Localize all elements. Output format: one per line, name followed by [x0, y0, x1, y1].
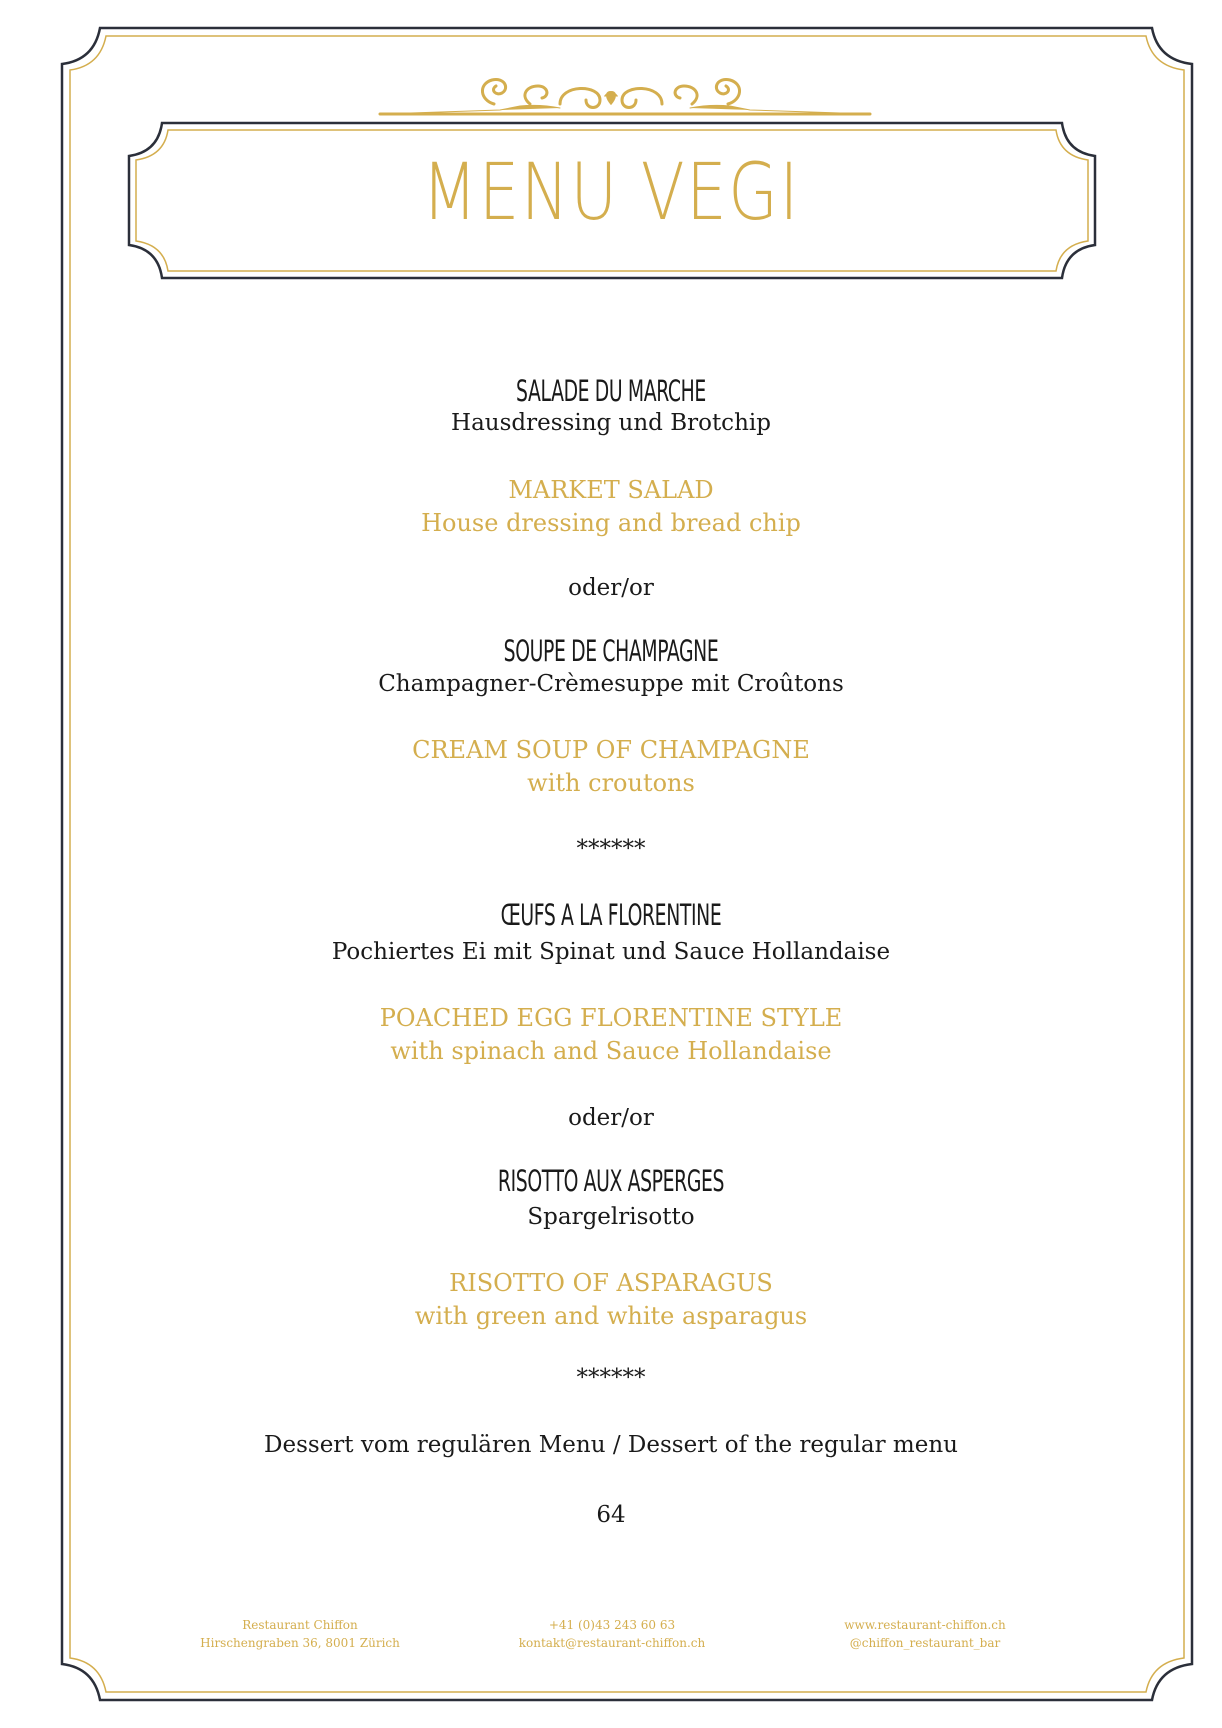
dessert-note: Dessert vom regulären Menu / Dessert of the regular menu	[264, 1432, 958, 1458]
dish-title-en: MARKET SALAD	[508, 476, 714, 504]
course-divider: ******	[576, 836, 646, 862]
dish-heading: SALADE DU MARCHE	[516, 374, 706, 408]
dish-heading: ŒUFS A LA FLORENTINE	[500, 898, 722, 932]
dish-description-de: Hausdressing und Brotchip	[451, 410, 771, 436]
footer-contact	[462, 1616, 762, 1652]
course-divider: ******	[576, 1365, 646, 1391]
footer-email[interactable]: kontakt@restaurant-chiffon.ch	[518, 1636, 706, 1650]
footer-restaurant-name: Restaurant Chiffon	[242, 1618, 358, 1632]
dish-heading: RISOTTO AUX ASPERGES	[497, 1164, 725, 1198]
dish-description-de: Pochiertes Ei mit Spinat und Sauce Hollandaise	[331, 939, 891, 965]
dish-title-en: POACHED EGG FLORENTINE STYLE	[379, 1004, 843, 1032]
ornament	[380, 79, 870, 114]
dish-heading: SOUPE DE CHAMPAGNE	[503, 634, 719, 668]
page-number: 64	[596, 1502, 626, 1528]
dish-description-en: with croutons	[527, 769, 695, 797]
page-title: MENU VEGI	[422, 148, 800, 238]
dish-description-en: House dressing and bread chip	[421, 509, 801, 537]
dish-title-en: CREAM SOUP OF CHAMPAGNE	[412, 736, 810, 764]
footer-website[interactable]: www.restaurant-chiffon.ch	[844, 1618, 1006, 1632]
footer-phone: +41 (0)43 243 60 63	[548, 1618, 676, 1632]
dish-description-de: Spargelrisotto	[527, 1204, 695, 1230]
footer-address	[150, 1616, 450, 1652]
dish-description-en: with spinach and Sauce Hollandaise	[390, 1037, 832, 1065]
footer-web	[775, 1616, 1075, 1652]
footer-address-line: Hirschengraben 36, 8001 Zürich	[200, 1636, 400, 1650]
separator-or: oder/or	[568, 575, 654, 601]
dish-description-en: with green and white asparagus	[414, 1302, 808, 1330]
separator-or: oder/or	[568, 1105, 654, 1131]
dish-title-en: RISOTTO OF ASPARAGUS	[449, 1269, 773, 1297]
dish-description-de: Champagner-Crèmesuppe mit Croûtons	[378, 671, 844, 697]
footer-instagram[interactable]: @chiffon_restaurant_bar	[849, 1636, 1001, 1650]
